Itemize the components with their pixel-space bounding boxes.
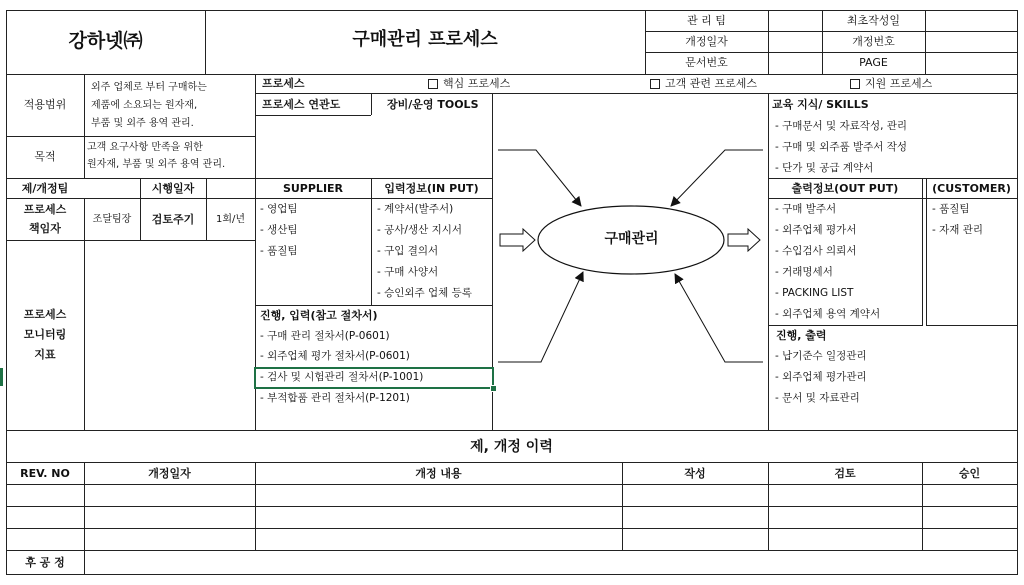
- support-process-label: 지원 프로세스: [865, 77, 933, 90]
- history-col-approval: 승인: [958, 467, 981, 480]
- skills-arrow: [671, 150, 763, 206]
- history-col-content: 개정 내용: [415, 467, 462, 480]
- progress-output-arrow: [675, 274, 763, 362]
- grid-line: [6, 10, 1018, 11]
- scope-line: 제품에 소요되는 원자재,: [91, 100, 198, 111]
- history-col-rev-no: REV. NO: [20, 467, 70, 480]
- selected-cell[interactable]: [254, 367, 494, 389]
- output-item: - 외주업체 용역 계약서: [775, 308, 881, 320]
- ref-procedures-label: 진행, 입력(참고 절차서): [260, 309, 378, 322]
- history-title: 제, 개정 이력: [470, 439, 553, 455]
- company-name: 강하넷㈜: [68, 30, 143, 52]
- input-item: - 계약서(발주서): [377, 203, 454, 215]
- process-type-label: 프로세스: [262, 77, 305, 90]
- monitor-label: 프로세스: [23, 308, 67, 321]
- grid-line: [1017, 10, 1018, 575]
- ref-procedure-item: - 외주업체 평가 절차서(P-0601): [260, 350, 410, 362]
- revision-date-label: 개정일자: [685, 35, 728, 48]
- input-item: - 공사/생산 지시서: [377, 224, 463, 236]
- output-item: - 수입검사 의뢰서: [775, 245, 857, 257]
- core-process-checkbox[interactable]: [428, 79, 438, 89]
- customer-label: (CUSTOMER): [932, 182, 1011, 195]
- supplier-label: SUPPLIER: [282, 182, 344, 195]
- purpose-line: 고객 요구사항 만족을 위한: [87, 142, 203, 153]
- ref-procedure-item: - 구매 관리 절차서(P-0601): [260, 330, 390, 342]
- grid-line: [6, 10, 7, 575]
- progress-output-label: 진행, 출력: [776, 329, 827, 342]
- input-item: - 구입 결의서: [377, 245, 439, 257]
- output-item: - 거래명세서: [775, 266, 833, 278]
- review-cycle-label: 검토주기: [151, 213, 195, 226]
- history-col-date: 개정일자: [148, 467, 191, 480]
- revision-no-label: 개정번호: [852, 35, 895, 48]
- ref-procedure-item: - 검사 및 시험관리 절차서(P-1001): [260, 371, 424, 383]
- support-process-checkbox[interactable]: [850, 79, 860, 89]
- page-label: PAGE: [859, 56, 888, 69]
- progress-output-item: - 납기준수 일정관리: [775, 350, 867, 362]
- output-item: - 구매 발주서: [775, 203, 837, 215]
- history-col-review: 검토: [834, 467, 856, 480]
- customer-item: - 품질팀: [932, 203, 970, 215]
- tools-label: 장비/운영 TOOLS: [387, 98, 479, 111]
- core-process-label: 핵심 프로세스: [443, 77, 511, 90]
- owner-label: 책임자: [29, 222, 61, 235]
- scope-line: 외주 업체로 부터 구매하는: [91, 82, 207, 93]
- progress-output-item: - 문서 및 자료관리: [775, 392, 860, 404]
- skill-item: - 구매 및 외주품 발주서 작성: [775, 141, 908, 153]
- impl-date-label: 시행일자: [151, 182, 195, 195]
- customer-process-checkbox[interactable]: [650, 79, 660, 89]
- skill-item: - 구매문서 및 자료작성, 관리: [775, 120, 908, 132]
- doc-no-label: 문서번호: [685, 56, 728, 69]
- monitor-label: 모니터링: [23, 328, 67, 341]
- scope-label: 적용범위: [23, 98, 67, 111]
- customer-item: - 자재 관리: [932, 224, 984, 236]
- relation-label: 프로세스 연관도: [262, 98, 341, 111]
- progress-output-item: - 외주업체 평가관리: [775, 371, 867, 383]
- monitor-label: 지표: [34, 348, 56, 361]
- supplier-item: - 품질팀: [260, 245, 298, 257]
- input-item: - 구매 사양서: [377, 266, 439, 278]
- input-label: 입력정보(IN PUT): [384, 182, 479, 195]
- customer-process-label: 고객 관련 프로세스: [665, 77, 758, 90]
- scope-line: 부품 및 외주 용역 관리.: [91, 118, 194, 129]
- tools-arrow: [498, 150, 581, 206]
- process-name: 구매관리: [604, 231, 659, 247]
- owner-value: 조달팀장: [92, 214, 132, 225]
- supplier-item: - 영업팀: [260, 203, 298, 215]
- history-col-author: 작성: [684, 467, 706, 480]
- mgmt-team-label: 관 리 팀: [687, 14, 726, 27]
- procedures-arrow: [498, 272, 583, 362]
- next-process-label: 후 공 정: [25, 556, 65, 569]
- input-item: - 승인외주 업체 등록: [377, 287, 472, 299]
- owner-label: 프로세스: [23, 203, 67, 216]
- skill-item: - 단가 및 공급 계약서: [775, 162, 874, 174]
- first-created-label: 최초작성일: [846, 14, 901, 27]
- grid-line: [6, 574, 1018, 575]
- purpose-label: 목적: [34, 150, 56, 163]
- output-item: - 외주업체 평가서: [775, 224, 857, 236]
- team-label: 제/개정팀: [21, 182, 69, 195]
- output-item: - PACKING LIST: [775, 287, 854, 299]
- skills-label: 교육 지식/ SKILLS: [772, 98, 869, 111]
- supplier-item: - 생산팀: [260, 224, 298, 236]
- document-title: 구매관리 프로세스: [352, 29, 498, 50]
- output-label: 출력정보(OUT PUT): [791, 182, 899, 195]
- review-cycle-value: 1회/년: [215, 214, 246, 225]
- row-indicator: [0, 368, 3, 386]
- ref-procedure-item: - 부적합품 관리 절차서(P-1201): [260, 392, 410, 404]
- process-flow-diagram: [493, 94, 768, 430]
- purpose-line: 원자재, 부품 및 외주 용역 관리.: [87, 159, 226, 170]
